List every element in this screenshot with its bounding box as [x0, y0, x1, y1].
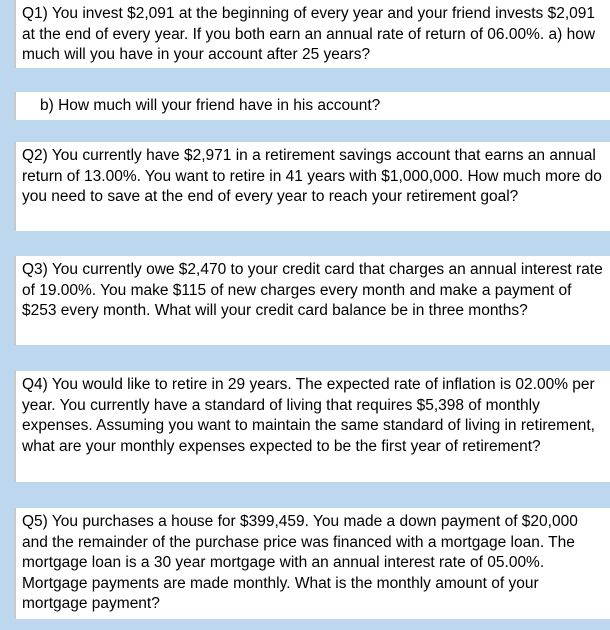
question-2	[14, 142, 610, 231]
question-2-text: Q2) You currently have $2,971 in a retirement savings account that earns an annual return of 13.00%. You want to retire in 41 years with $1,000,000. How much more do you need to save at the end of every year to reach your retirement goal?	[22, 147, 602, 205]
question-5	[14, 508, 610, 619]
question-4	[14, 371, 610, 482]
question-1a-text: Q1) You invest $2,091 at the beginning of every year and your friend invests $2,091 at the end of every year. If you both earn an annual rate of return of 06.00%. a) how much will you have in your account after 25 years?	[22, 5, 596, 63]
question-3-text: Q3) You currently owe $2,470 to your credit card that charges an annual interest rate of 19.00%. You make $115 of new charges every month and make a payment of $253 every month. What will your credit card balance be in three months?	[22, 261, 603, 319]
question-1b	[14, 92, 610, 120]
question-1a	[14, 0, 610, 68]
question-3	[14, 256, 610, 345]
question-4-text: Q4) You would like to retire in 29 years. The expected rate of inflation is 02.00% per year. You currently have a standard of living that requires $5,398 of monthly expenses. Assuming you want to maintain the same standard of living in retirement, what are your monthly expenses expected to be the first year of retirement?	[22, 376, 595, 455]
question-5-text: Q5) You purchases a house for $399,459. You made a down payment of $20,000 and the remainder of the purchase price was financed with a mortgage loan. The mortgage loan is a 30 year mortgage with an annual interest rate of 05.00%. Mortgage payments are made monthly. What is the monthly amount of your mortgage payment?	[22, 513, 578, 612]
question-1b-text: b) How much will your friend have in his account?	[40, 97, 381, 114]
